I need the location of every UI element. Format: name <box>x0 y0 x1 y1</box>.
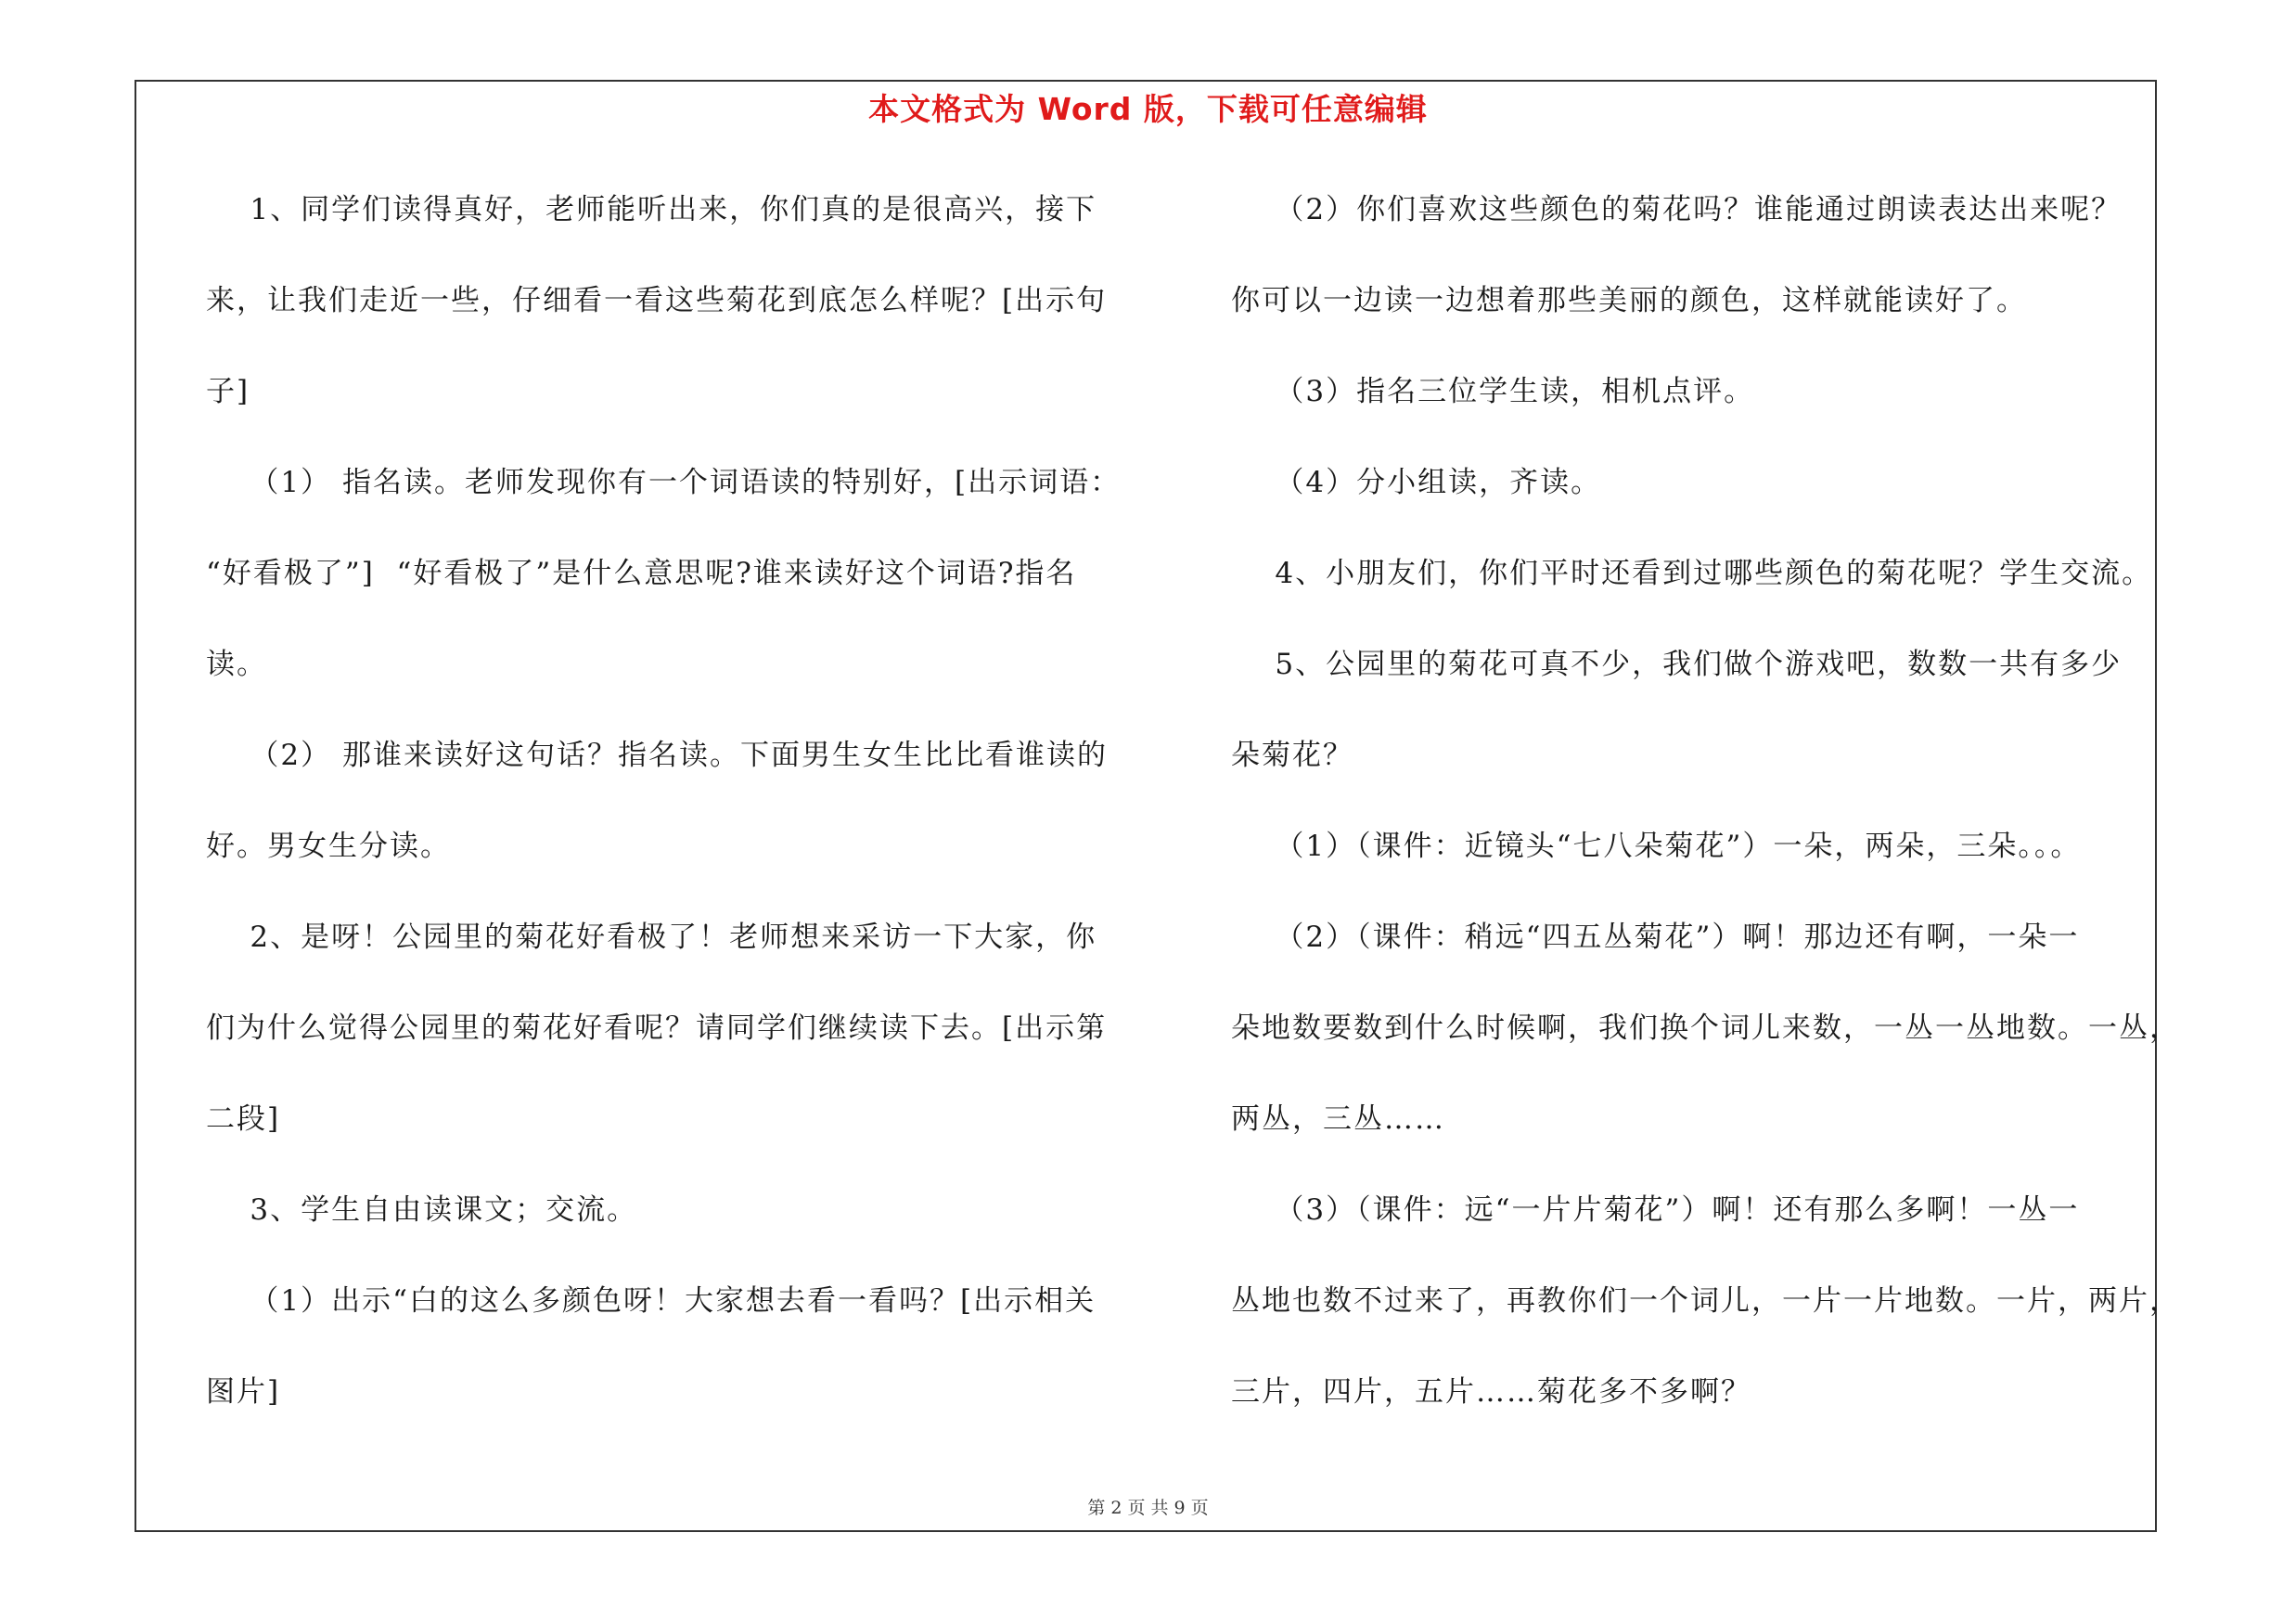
word-format-banner: 本文格式为 Word 版，下载可任意编辑 <box>868 91 1428 127</box>
text-line: “好看极了”] “好看极了”是什么意思呢?谁来读好这个词语?指名 <box>206 557 1077 590</box>
text-line: 1、同学们读得真好，老师能听出来，你们真的是很高兴，接下 <box>206 193 1097 226</box>
text-line: 朵地数要数到什么时候啊，我们换个词儿来数，一丛一丛地数。一丛， <box>1231 1011 2180 1045</box>
text-line: 朵菊花？ <box>1231 739 1353 772</box>
text-line: 2、是呀！公园里的菊花好看极了！老师想来采访一下大家，你 <box>206 921 1097 954</box>
text-line: 子] <box>206 375 250 408</box>
text-line: 读。 <box>206 648 267 681</box>
text-line: 3、学生自由读课文；交流。 <box>206 1193 638 1227</box>
right-column <box>1231 182 2180 1455</box>
text-line: （2） 那谁来读好这句话？指名读。下面男生女生比比看谁读的 <box>206 739 1108 772</box>
text-line: 三片，四片，五片……菊花多不多啊？ <box>1231 1375 1751 1409</box>
text-line: 们为什么觉得公园里的菊花好看呢？请同学们继续读下去。[出示第 <box>206 1011 1108 1045</box>
text-line: 4、小朋友们，你们平时还看到过哪些颜色的菊花呢？学生交流。 <box>1231 557 2153 590</box>
text-line: 丛地也数不过来了，再教你们一个词儿，一片一片地数。一片，两片， <box>1231 1284 2180 1318</box>
text-line: （1） 指名读。老师发现你有一个词语读的特别好，[出示词语： <box>206 466 1122 499</box>
text-line: （2）你们喜欢这些颜色的菊花吗？谁能通过朗读表达出来呢？ <box>1231 193 2123 226</box>
text-line: （2）（课件：稍远“四五丛菊花”）啊！那边还有啊，一朵一 <box>1231 921 2080 954</box>
text-line: 5、公园里的菊花可真不少，我们做个游戏吧，数数一共有多少 <box>1231 648 2123 681</box>
left-column <box>206 182 1143 1455</box>
page-number-footer: 第 2 页 共 9 页 <box>1087 1498 1209 1518</box>
text-line: （1）出示“白的这么多颜色呀！大家想去看一看吗？[出示相关 <box>206 1284 1097 1318</box>
text-line: 图片] <box>206 1375 281 1409</box>
text-line: 好。男女生分读。 <box>206 830 451 863</box>
text-line: 你可以一边读一边想着那些美丽的颜色，这样就能读好了。 <box>1231 284 2027 317</box>
text-line: 两丛，三丛…… <box>1231 1102 1445 1136</box>
text-line: 来，让我们走近一些，仔细看一看这些菊花到底怎么样呢？[出示句 <box>206 284 1108 317</box>
text-line: 二段] <box>206 1102 281 1136</box>
text-line: （4）分小组读，齐读。 <box>1231 466 1602 499</box>
text-line: （3）指名三位学生读，相机点评。 <box>1231 375 1755 408</box>
text-line: （1）（课件：近镜头“七八朵菊花”）一朵，两朵，三朵。。。 <box>1231 830 2082 863</box>
text-line: （3）（课件：远“一片片菊花”）啊！还有那么多啊！一丛一 <box>1231 1193 2080 1227</box>
